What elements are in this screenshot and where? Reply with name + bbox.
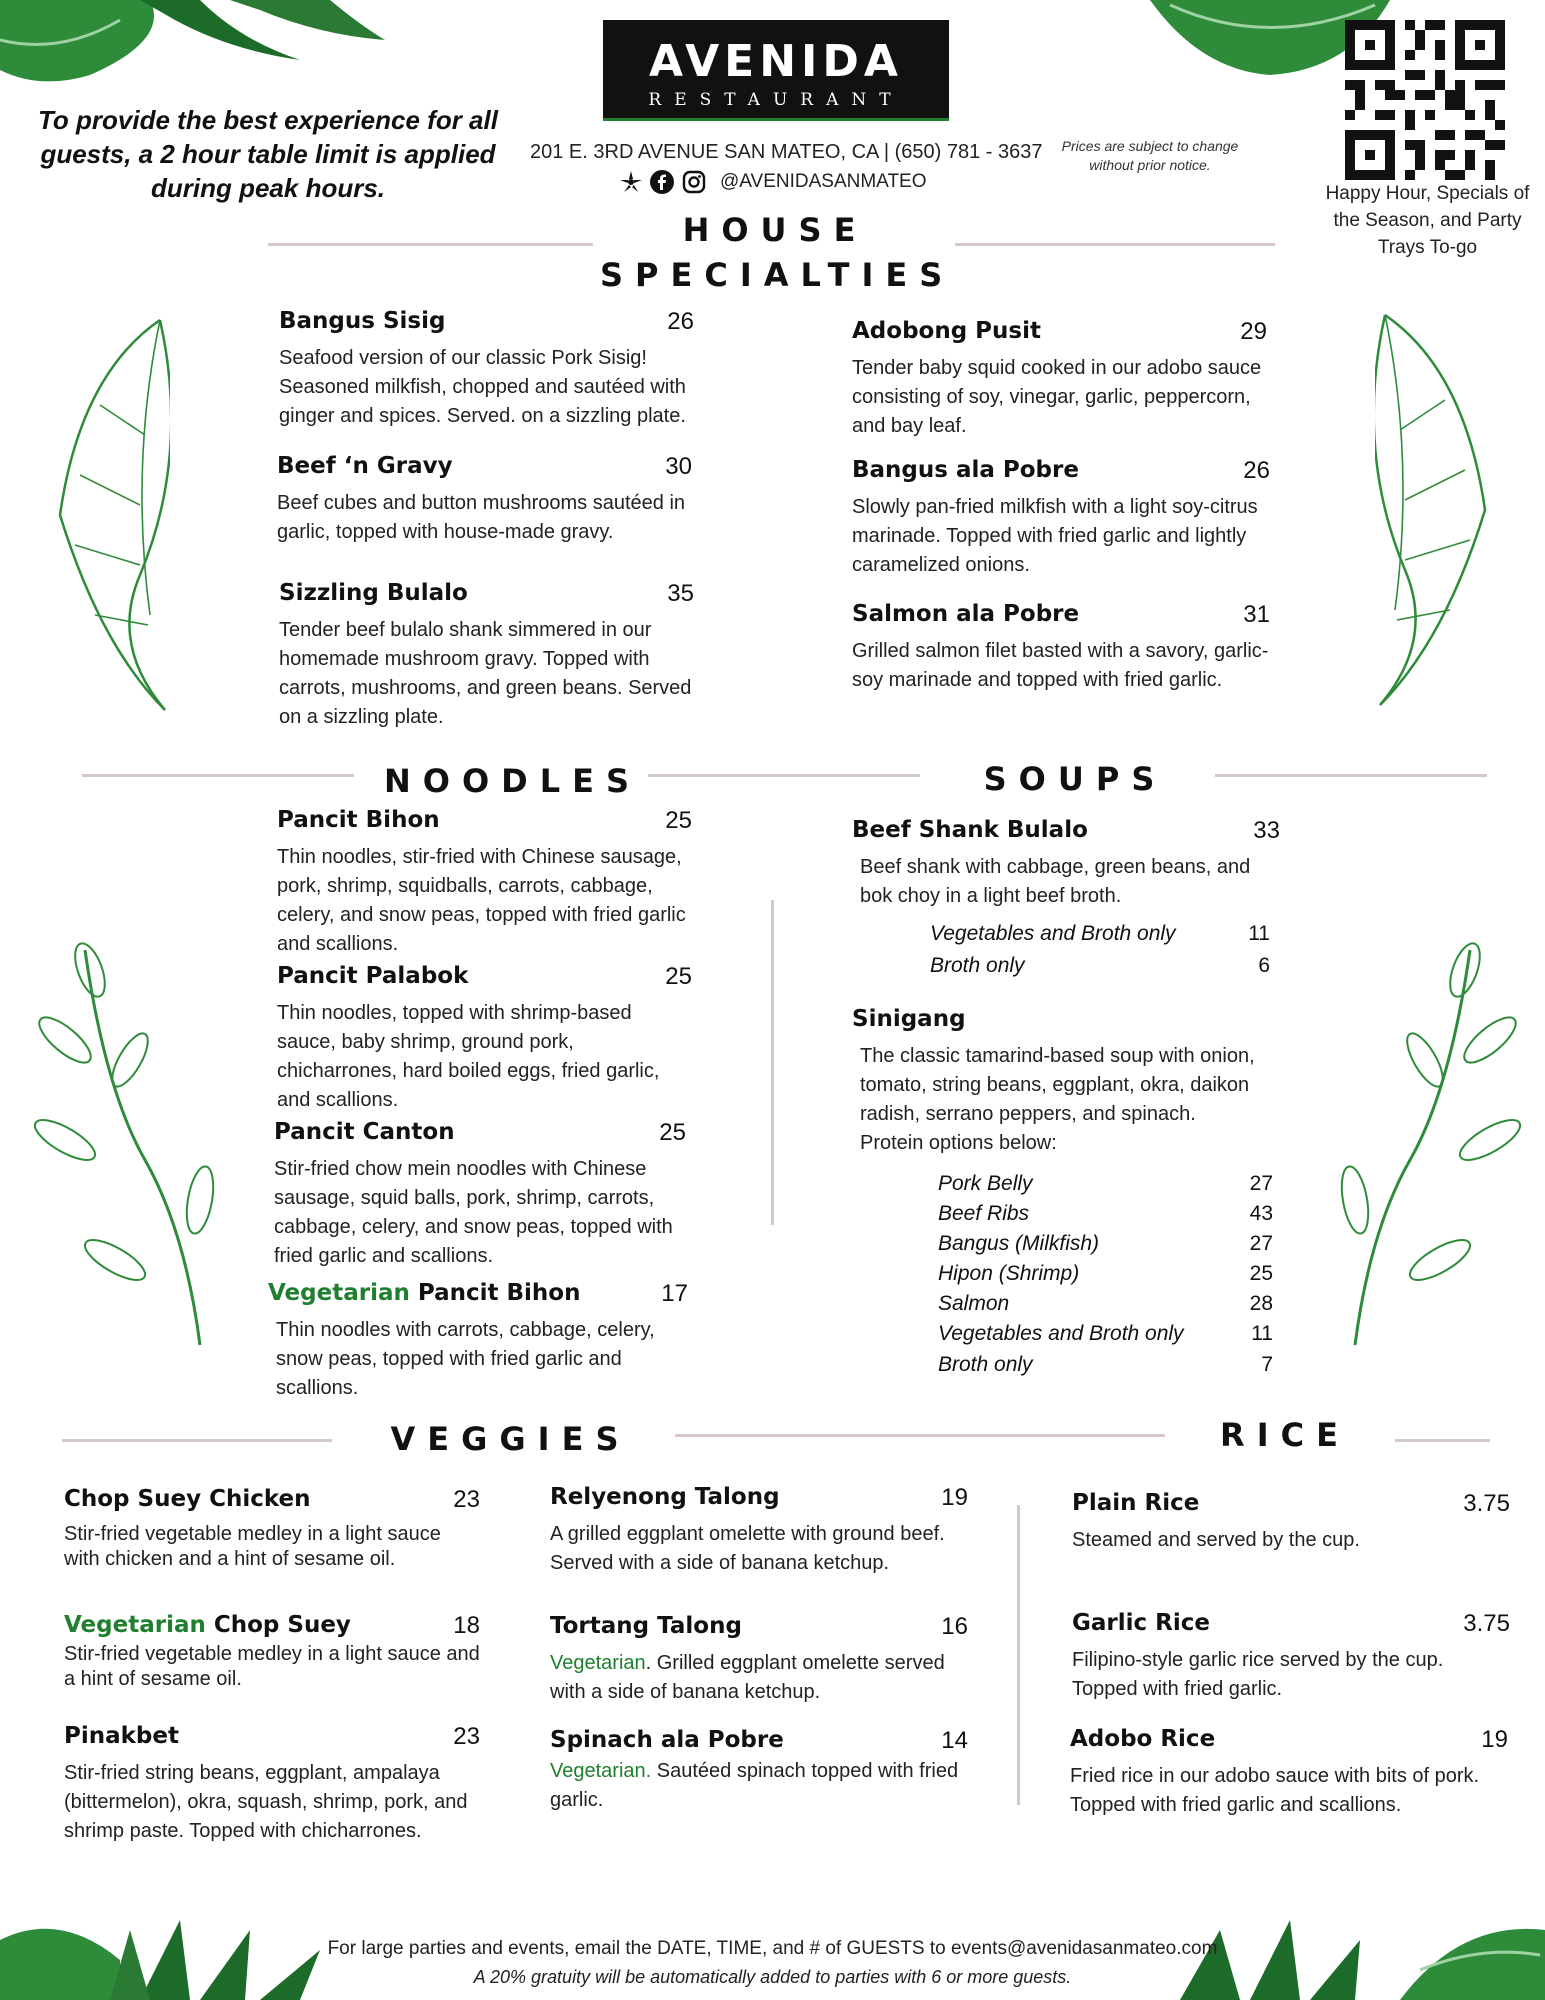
item-name: Pinakbet (64, 1723, 179, 1749)
restaurant-logo (603, 20, 949, 121)
item-name: Sinigang (852, 1006, 966, 1032)
social-row (620, 167, 927, 197)
branch-right-icon (1330, 930, 1530, 1350)
veggies-rice-rule (675, 1434, 1165, 1437)
menu-item-pinakbet (64, 1723, 480, 1846)
item-desc: Thin noodles, topped with shrimp-based sauce, baby shrimp, ground pork, chicharrones, hard boiled eggs, fried garlic, and scallions. (277, 1002, 660, 1111)
vegetarian-label: Vegetarian. (550, 1760, 652, 1782)
house-rule-right (955, 243, 1275, 246)
noodles-soups-divider (771, 900, 774, 1225)
item-desc: Thin noodles, stir-fried with Chinese sausage, pork, shrimp, squidballs, carrots, cabbage, celery, and snow peas, topped with fried garlic and scallions. (277, 846, 686, 955)
rice-rule-right (1395, 1439, 1490, 1442)
item-price: 19 (1481, 1726, 1508, 1753)
item-name: Relyenong Talong (550, 1484, 780, 1510)
item-price: 18 (453, 1612, 480, 1639)
item-name: Chop Suey Chicken (64, 1486, 311, 1512)
item-price: 33 (1253, 817, 1280, 844)
item-desc: Stir-fried vegetable medley in a light sauce with chicken and a hint of sesame oil. (64, 1523, 441, 1570)
soups-rule-right (1215, 774, 1487, 777)
veggies-title: VEGGIES (390, 1420, 631, 1458)
bulalo-option: Broth only 6 (930, 954, 1270, 977)
item-name: Pancit Palabok (277, 963, 469, 989)
item-desc: Seafood version of our classic Pork Sisig! Seasoned milkfish, chopped and sautéed with ginger and spices. Served. on a sizzling plate. (279, 347, 686, 427)
qr-caption: Happy Hour, Specials of the Season, and Party Trays To-go (1325, 183, 1530, 258)
item-price: 31 (1243, 601, 1270, 628)
logo-sub: RESTAURANT (648, 90, 904, 110)
item-desc: Vegetarian. Grilled eggplant omelette served with a side of banana ketchup. (550, 1652, 945, 1703)
soups-title: SOUPS (983, 760, 1167, 798)
item-desc: Beef shank with cabbage, green beans, and bok choy in a light beef broth. (860, 856, 1251, 907)
item-price: 19 (941, 1484, 968, 1511)
logo-name: AVENIDA (649, 36, 903, 87)
menu-item-sizzling-bulalo (279, 580, 694, 732)
item-desc: Vegetarian. Sautéed spinach topped with fried garlic. (550, 1760, 959, 1811)
social-handle[interactable]: @AVENIDASANMATEO (720, 171, 927, 192)
item-desc: Slowly pan-fried milkfish with a light soy-citrus marinade. Topped with fried garlic and lightly caramelized onions. (852, 496, 1258, 576)
item-name: Adobo Rice (1070, 1726, 1216, 1752)
item-desc: Grilled salmon filet basted with a savory, garlic-soy marinade and topped with fried garlic. (852, 640, 1269, 691)
menu-item-adobo-rice (1070, 1726, 1508, 1820)
item-name: Bangus ala Pobre (852, 457, 1079, 483)
item-price: 25 (659, 1119, 686, 1146)
sinigang-option: Broth only 7 (938, 1353, 1273, 1376)
item-name: Beef Shank Bulalo (852, 817, 1088, 843)
address: 201 E. 3RD AVENUE SAN MATEO, CA | (650) 781 - 3637 (530, 141, 1043, 163)
item-desc: Beef cubes and button mushrooms sautéed in garlic, topped with house-made gravy. (277, 492, 686, 543)
sinigang-option: Salmon 28 (938, 1292, 1273, 1315)
vegetarian-label: Vegetarian (64, 1612, 206, 1638)
menu-item-salmon-ala-pobre (852, 601, 1270, 695)
house-rule-left (268, 243, 593, 246)
yelp-icon[interactable] (620, 171, 642, 193)
qr-code[interactable] (1345, 20, 1505, 180)
item-price: 25 (665, 807, 692, 834)
sinigang-option: Beef Ribs 43 (938, 1202, 1273, 1225)
prices-note: Prices are subject to change without prior notice. (1061, 138, 1239, 173)
vegetarian-label: Vegetarian (550, 1652, 646, 1674)
rice-title: RICE (1220, 1416, 1350, 1454)
banana-leaf-left-icon (40, 315, 170, 715)
item-desc: Filipino-style garlic rice served by the cup. Topped with fried garlic. (1072, 1649, 1444, 1700)
menu-item-beef-shank-bulalo (852, 817, 1280, 911)
house-specialties-title: HOUSE SPECIALTIES (600, 211, 955, 294)
sinigang-option: Vegetables and Broth only 11 (938, 1322, 1273, 1345)
sinigang-option: Bangus (Milkfish) 27 (938, 1232, 1273, 1255)
events-note: For large parties and events, email the DATE, TIME, and # of GUESTS to events@avenidasanmateo.com (327, 1938, 1218, 1959)
menu-item-pancit-bihon (277, 807, 692, 959)
veggies-rice-divider (1017, 1505, 1020, 1805)
menu-item-chop-suey-chicken (64, 1486, 480, 1572)
menu-item-bangus-sisig (279, 308, 694, 431)
item-desc: Tender baby squid cooked in our adobo sauce consisting of soy, vinegar, garlic, peppercorn, and bay leaf. (852, 357, 1262, 437)
menu-item-relyenong-talong (550, 1484, 968, 1578)
noodles-title: NOODLES (383, 762, 642, 800)
item-price: 25 (665, 963, 692, 990)
item-price: 3.75 (1463, 1610, 1510, 1637)
item-price: 17 (661, 1280, 688, 1307)
item-price: 16 (941, 1613, 968, 1640)
facebook-icon[interactable] (650, 170, 674, 194)
noodles-rule-left (82, 774, 354, 777)
item-name: Chop Suey (213, 1612, 351, 1638)
banana-leaf-right-icon (1375, 310, 1505, 710)
item-desc: Thin noodles with carrots, cabbage, celery, snow peas, topped with fried garlic and scallions. (276, 1319, 655, 1399)
item-name: Pancit Bihon (277, 807, 440, 833)
menu-item-pancit-palabok (277, 963, 692, 1115)
item-price: 14 (941, 1727, 968, 1754)
item-name: Spinach ala Pobre (550, 1727, 784, 1753)
item-name: Salmon ala Pobre (852, 601, 1080, 627)
item-desc: The classic tamarind-based soup with onion, tomato, string beans, eggplant, okra, daikon radish, serrano peppers, and spinach. Protein options below: (860, 1045, 1255, 1154)
item-price: 30 (665, 453, 692, 480)
veggies-rule-left (62, 1439, 332, 1442)
item-price: 26 (667, 308, 694, 335)
item-desc: Fried rice in our adobo sauce with bits of pork. Topped with fried garlic and scallions. (1070, 1765, 1480, 1816)
item-name: Sizzling Bulalo (279, 580, 468, 606)
item-name: Beef ‘n Gravy (277, 453, 453, 479)
menu-item-plain-rice (1072, 1490, 1510, 1555)
table-limit-note: To provide the best experience for all guests, a 2 hour table limit is applied during peak hours. (38, 105, 498, 203)
item-price: 29 (1240, 318, 1267, 345)
item-name: Tortang Talong (550, 1613, 742, 1639)
menu-item-vegetarian-pancit-bihon (268, 1280, 688, 1403)
gratuity-note: A 20% gratuity will be automatically added to parties with 6 or more guests. (473, 1967, 1072, 1987)
menu-item-tortang-talong (550, 1613, 968, 1707)
item-name: Pancit Bihon (417, 1280, 581, 1306)
item-price: 26 (1243, 457, 1270, 484)
item-desc: Stir-fried chow mein noodles with Chinese sausage, squid balls, pork, shrimp, carrots, cabbage, celery, and snow peas, topped with fried garlic and scallions. (274, 1158, 673, 1267)
vegetarian-label: Vegetarian (268, 1280, 410, 1306)
item-price: 3.75 (1463, 1490, 1510, 1517)
protein-note: Protein options below: (860, 1132, 1057, 1154)
sinigang-option: Hipon (Shrimp) 25 (938, 1262, 1273, 1285)
item-desc: Steamed and served by the cup. (1072, 1529, 1360, 1551)
palm-leaf-top-left-icon (0, 0, 390, 90)
menu-item-spinach-ala-pobre (550, 1727, 968, 1815)
item-price: 23 (453, 1723, 480, 1750)
item-desc: Stir-fried vegetable medley in a light sauce and a hint of sesame oil. (64, 1643, 480, 1690)
item-desc: Tender beef bulalo shank simmered in our homemade mushroom gravy. Topped with carrots, mushrooms, and green beans. Served on a sizzling plate. (279, 619, 692, 728)
sinigang-option: Pork Belly 27 (938, 1172, 1273, 1195)
item-desc: A grilled eggplant omelette with ground beef. Served with a side of banana ketchup. (550, 1523, 945, 1574)
item-price: 23 (453, 1486, 480, 1513)
noodles-soups-rule (648, 774, 920, 777)
bulalo-option: Vegetables and Broth only 11 (930, 922, 1270, 945)
instagram-icon[interactable] (682, 170, 706, 194)
item-desc: Stir-fried string beans, eggplant, ampalaya (bittermelon), okra, squash, shrimp, pork, and shrimp paste. Topped with chicharrones. (64, 1762, 468, 1842)
menu-item-vegetarian-chop-suey (64, 1612, 480, 1692)
item-name: Bangus Sisig (279, 308, 446, 334)
menu-item-bangus-ala-pobre (852, 457, 1270, 580)
menu-item-pancit-canton (274, 1119, 686, 1271)
menu-item-sinigang (852, 1006, 1280, 1158)
menu-item-adobong-pusit (852, 318, 1267, 441)
branch-left-icon (25, 930, 225, 1350)
menu-item-garlic-rice (1072, 1610, 1510, 1704)
item-name: Garlic Rice (1072, 1610, 1210, 1636)
item-name: Adobong Pusit (852, 318, 1041, 344)
item-price: 35 (667, 580, 694, 607)
item-name: Plain Rice (1072, 1490, 1200, 1516)
menu-item-beef-n-gravy (277, 453, 692, 547)
item-name: Pancit Canton (274, 1119, 455, 1145)
